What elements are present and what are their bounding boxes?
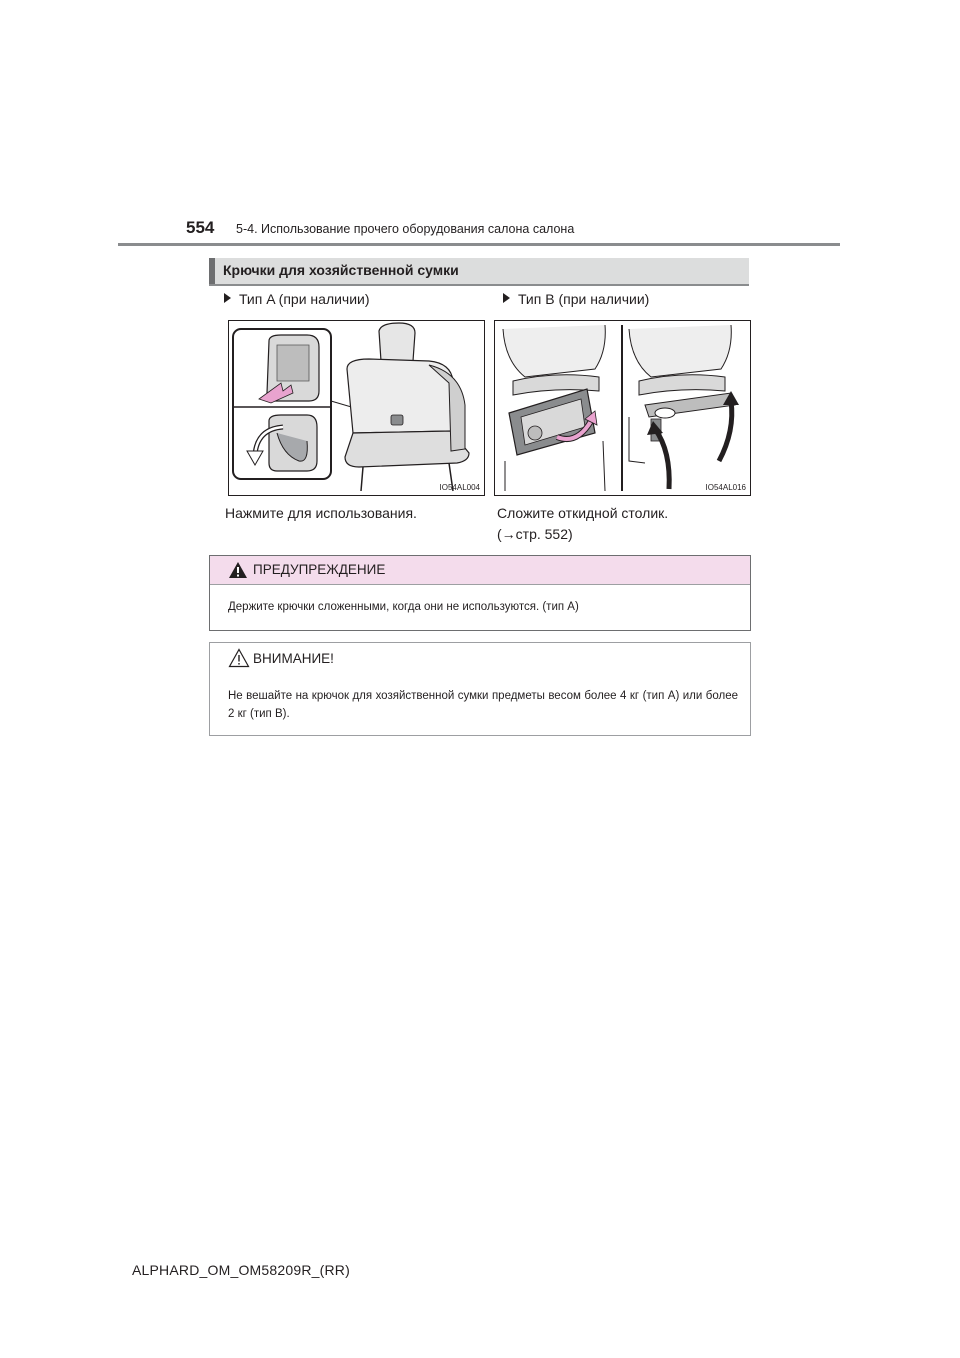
header-divider xyxy=(118,243,840,246)
type-a-label: Тип A (при наличии) xyxy=(224,291,370,307)
warning-header xyxy=(210,556,750,585)
section-path: 5-4. Использование прочего оборудования салона салона xyxy=(236,222,575,236)
figure-type-b xyxy=(494,320,751,496)
caution-box xyxy=(209,642,751,736)
section-title: Крючки для хозяйственной сумки xyxy=(223,262,459,278)
caution-title: ВНИМАНИЕ! xyxy=(253,651,334,666)
warning-text: Держите крючки сложенными, когда они не используются. (тип A) xyxy=(228,601,579,613)
triangle-bullet-icon xyxy=(503,293,510,303)
warning-title: ПРЕДУПРЕЖДЕНИЕ xyxy=(253,562,386,577)
caution-triangle-icon xyxy=(228,648,250,668)
section-title-accent xyxy=(209,258,215,284)
figure-code: IO54AL016 xyxy=(705,483,746,492)
page-number: 554 xyxy=(186,218,215,237)
triangle-bullet-icon xyxy=(224,293,231,303)
seat-hook-illustration xyxy=(229,321,484,495)
warning-box xyxy=(209,555,751,631)
figure-code: IO54AL004 xyxy=(439,483,480,492)
type-a-caption: Нажмите для использования. xyxy=(225,505,417,521)
type-b-caption: Сложите откидной столик. (→стр. 552) xyxy=(497,505,669,542)
type-b-label: Тип B (при наличии) xyxy=(503,291,649,307)
warning-triangle-icon xyxy=(228,561,248,579)
section-title-bar xyxy=(209,258,749,286)
figure-type-a xyxy=(228,320,485,496)
folding-table-illustration xyxy=(495,321,750,495)
document-code: ALPHARD_OM_OM58209R_(RR) xyxy=(132,1262,350,1278)
caution-text: Не вешайте на крючок для хозяйственной сумки предметы весом более 4 кг (тип A) или более 2 кг (тип B). xyxy=(228,690,738,720)
